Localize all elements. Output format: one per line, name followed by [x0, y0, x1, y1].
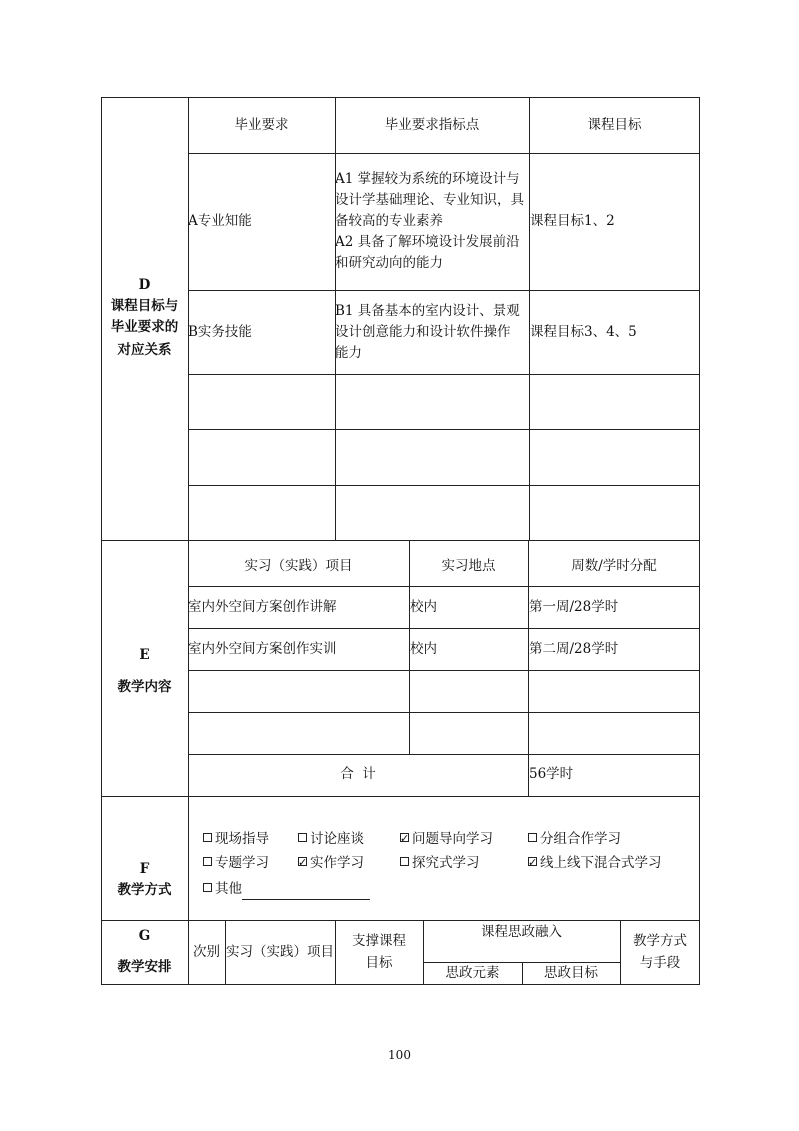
e-row1-location: 校内: [410, 599, 437, 615]
section-e-bottom: [101, 796, 700, 797]
option-discussion[interactable]: 讨论座谈: [298, 829, 364, 850]
e-row-line: [188, 712, 700, 713]
g-header-element: 思政元素: [445, 965, 500, 981]
section-g-title: 教学安排: [117, 959, 172, 975]
section-d-bottom: [101, 540, 700, 541]
d-col-line: [529, 97, 530, 540]
d-row1-indicator-line: 和研究动向的能力: [335, 255, 443, 271]
d-row1-indicator-line: 备较高的专业素养: [335, 213, 443, 229]
checked-checkbox-icon: [400, 833, 409, 842]
e-row2-location: 校内: [410, 641, 437, 657]
checkbox-icon: [203, 857, 212, 866]
option-problem-based[interactable]: ✓ 问题导向学习: [400, 829, 493, 850]
section-g-code: G: [138, 928, 151, 944]
g-header-ideology: 课程思政融入: [481, 924, 562, 940]
section-d-code: D: [138, 277, 151, 293]
e-row1-project: 室内外空间方案创作讲解: [188, 599, 337, 615]
e-header-allocation: 周数/学时分配: [571, 558, 657, 574]
option-blended[interactable]: ✓ 线上线下混合式学习: [528, 853, 662, 874]
e-row-line: [188, 628, 700, 629]
section-e-title: 教学内容: [117, 679, 172, 695]
option-inquiry[interactable]: 探究式学习: [400, 853, 480, 874]
d-row-line: [188, 429, 700, 430]
section-d-title-line1: 课程目标与: [110, 298, 179, 314]
option-onsite-guidance[interactable]: 现场指导: [203, 829, 269, 850]
checkbox-icon: [203, 833, 212, 842]
d-row-line: [188, 290, 700, 291]
section-f-bottom: [101, 920, 700, 921]
e-row1-allocation: 第一周/28学时: [529, 599, 619, 615]
g-header-goal-line2: 目标: [365, 955, 393, 971]
e-row-line: [188, 754, 700, 755]
e-row2-allocation: 第二周/28学时: [529, 641, 619, 657]
checkbox-icon: [203, 883, 212, 892]
e-header-location: 实习地点: [441, 558, 496, 574]
e-col-line: [528, 540, 529, 796]
d-row-line: [188, 153, 700, 154]
d-row1-indicator-line: A2 具备了解环境设计发展前沿: [335, 234, 520, 250]
d-row1-goal: 课程目标1、2: [530, 213, 615, 229]
checkbox-icon: [400, 857, 409, 866]
section-f-code: F: [139, 861, 150, 877]
d-header-goal: 课程目标: [587, 117, 642, 133]
e-row-line: [188, 670, 700, 671]
e-total-value: 56学时: [529, 766, 574, 782]
d-row-line: [188, 485, 700, 486]
g-header-target: 思政目标: [544, 965, 598, 981]
option-other[interactable]: 其他: [203, 879, 370, 900]
d-row2-requirement: B实务技能: [188, 324, 252, 340]
section-d-title-line3: 对应关系: [117, 342, 172, 358]
section-f-title: 教学方式: [117, 882, 172, 898]
e-row-line: [188, 586, 700, 587]
d-row2-indicator-line: 设计创意能力和设计软件操作: [335, 324, 511, 340]
section-d-title-line2: 毕业要求的: [110, 319, 179, 335]
e-row2-project: 室内外空间方案创作实训: [188, 641, 337, 657]
section-e-code: E: [139, 647, 150, 663]
d-row1-indicator-line: A1 掌握较为系统的环境设计与: [335, 171, 520, 187]
other-blank-field[interactable]: [242, 885, 370, 900]
d-row1-indicator-line: 设计学基础理论、专业知识，具: [335, 192, 524, 208]
d-row2-indicator-line: B1 具备基本的室内设计、景观: [335, 303, 520, 319]
g-header-method-line2: 与手段: [639, 955, 681, 971]
g-header-method-line1: 教学方式: [633, 933, 687, 949]
d-header-requirement: 毕业要求: [234, 117, 289, 133]
d-row1-requirement: A专业知能: [188, 213, 252, 229]
checked-checkbox-icon: [298, 857, 307, 866]
g-header-order: 次别: [193, 944, 220, 960]
d-row2-goal: 课程目标3、4、5: [530, 324, 637, 340]
checkbox-icon: [298, 833, 307, 842]
e-header-project: 实习（实践）项目: [244, 558, 353, 574]
option-group-cooperation[interactable]: 分组合作学习: [528, 829, 621, 850]
page-number: 100: [388, 1048, 411, 1062]
option-topic-study[interactable]: 专题学习: [203, 853, 269, 874]
checked-checkbox-icon: [528, 857, 537, 866]
e-total-label: 合 计: [340, 766, 376, 782]
checkbox-icon: [528, 833, 537, 842]
g-header-project: 实习（实践）项目: [226, 944, 334, 960]
option-practical[interactable]: ✓ 实作学习: [298, 853, 364, 874]
g-header-goal-line1: 支撑课程: [352, 933, 406, 949]
d-row2-indicator-line: 能力: [335, 345, 362, 361]
d-header-indicator: 毕业要求指标点: [384, 117, 480, 133]
d-row-line: [188, 374, 700, 375]
